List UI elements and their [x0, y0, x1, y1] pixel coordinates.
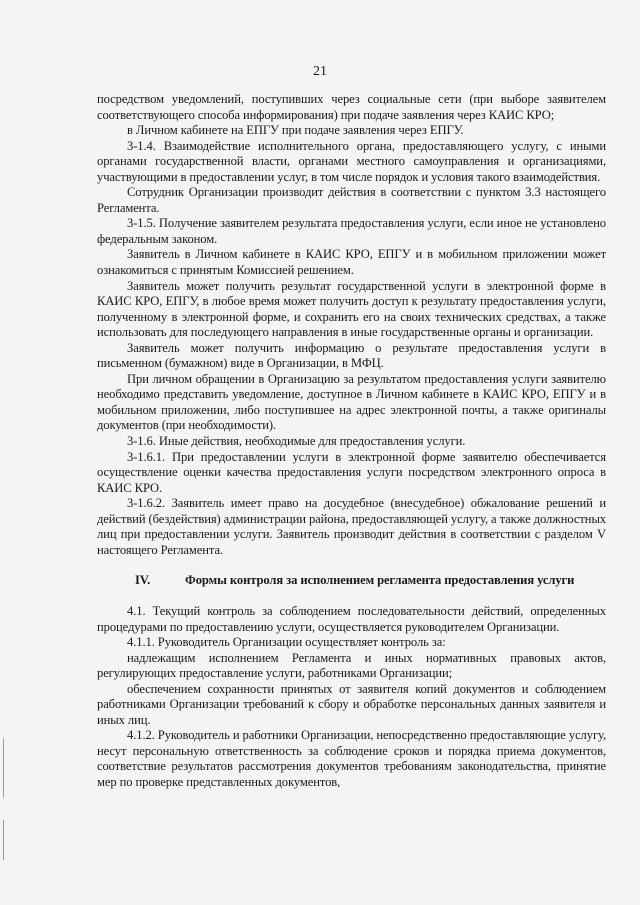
- section-number: IV.: [135, 573, 151, 588]
- paragraph: посредством уведомлений, поступивших через социальные сети (при выборе заявителем соответствующего способа информирования) при подаче заявления через КАИС КРО;: [97, 92, 606, 122]
- document-body: [97, 92, 606, 791]
- paragraph: обеспечением сохранности принятых от заявителя копий документов и соблюдением работниками Организации требований к сбору и обработке персональных данных заявителя и иных лиц.: [97, 681, 606, 727]
- paragraph: 4.1.1. Руководитель Организации осуществляет контроль за:: [127, 635, 446, 650]
- paragraph: 4.1.2. Руководитель и работники Организации, непосредственно предоставляющие услугу, несут персональную ответственность за соблюдение сроков и порядка приема документов, соответствие результатов рассмотрения документов требованиям законодательства, принятие мер по проверке представленных документов,: [97, 728, 606, 789]
- paragraph: 3-1.6. Иные действия, необходимые для предоставления услуги.: [127, 434, 466, 449]
- section-title: Формы контроля за исполнением регламента предоставления услуги: [185, 573, 575, 588]
- paragraph: При личном обращении в Организацию за результатом предоставления услуги заявителю необходимо представить уведомление, доступное в Личном кабинете в КАИС КРО, ЕПГУ и в мобильном приложении, либо поступившее на адрес электронной почты, а также оригиналы документов (при необходимости).: [97, 371, 606, 433]
- spacer: [97, 589, 606, 604]
- spacer: [97, 558, 606, 573]
- paragraph: 3-1.6.1. При предоставлении услуги в электронной форме заявителю обеспечивается осуществление оценки качества предоставления услуги посредством электронного опроса в КАИС КРО.: [97, 449, 606, 495]
- page-number: 21: [313, 64, 327, 79]
- paragraph: 4.1. Текущий контроль за соблюдением последовательности действий, определенных процедурами по предоставлению услуги, осуществляется руководителем Организации.: [97, 603, 606, 634]
- section-heading: [97, 573, 606, 589]
- paragraph: надлежащим исполнением Регламента и иных нормативных правовых актов, регулирующих предоставление услуги, работниками Организации;: [97, 650, 606, 681]
- paragraph: Заявитель может получить результат государственной услуги в электронной форме в КАИС КРО, ЕПГУ, в любое время может получить доступ к результату предоставления услуги, полученному в электронной форме, и сохранить его на своих технических средствах, а также использовать для последующего направления в иные государственные органы и организации.: [97, 278, 606, 340]
- paragraph: 3-1.4. Взаимодействие исполнительного органа, предоставляющего услугу, с иными органами государственной власти, органами местного самоуправления и организациями, участвующими в предоставлении услуг, в том числе порядок и условия такого взаимодействия.: [97, 138, 606, 184]
- paragraph: Заявитель может получить информацию о результате предоставления услуги в письменном (бумажном) виде в Организации, в МФЦ.: [97, 340, 606, 371]
- scan-edge-mark: [3, 820, 4, 860]
- paragraph: в Личном кабинете на ЕПГУ при подаче заявления через ЕПГУ.: [127, 123, 464, 138]
- paragraph: 3-1.5. Получение заявителем результата предоставления услуги, если иное не установлено федеральным законом.: [97, 216, 606, 246]
- paragraph: Сотрудник Организации производит действия в соответствии с пунктом 3.3 настоящего Регламента.: [97, 185, 606, 215]
- paragraph: 3-1.6.2. Заявитель имеет право на досудебное (внесудебное) обжалование решений и действий (бездействия) администрации района, предоставляющей услугу, а также должностных лиц при предоставлении услуги. Заявитель производит действия в соответствии с разделом V настоящего Регламента.: [97, 496, 606, 557]
- scan-edge-mark: [3, 738, 4, 798]
- paragraph: Заявитель в Личном кабинете в КАИС КРО, ЕПГУ и в мобильном приложении может ознакомиться с принятым Комиссией решением.: [97, 247, 606, 278]
